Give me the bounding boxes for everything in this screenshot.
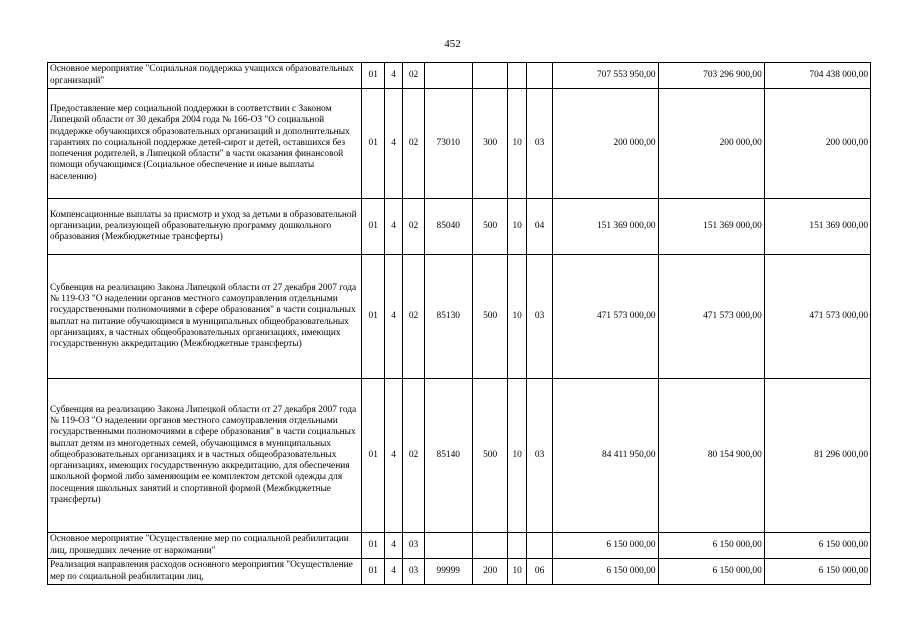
code-main-activity: 02: [403, 63, 424, 89]
code-main-activity: 02: [403, 255, 424, 379]
amount-year-1: 471 573 000,00: [553, 255, 658, 379]
code-subsection: 03: [526, 255, 553, 379]
code-subprogram: 4: [384, 63, 402, 89]
code-main-activity: 03: [403, 533, 424, 559]
code-subprogram: 4: [384, 559, 402, 585]
code-expense-type: 500: [472, 255, 508, 379]
amount-year-1: 6 150 000,00: [553, 559, 658, 585]
code-section: [508, 533, 526, 559]
code-program: 01: [362, 379, 384, 533]
code-expense-type: 300: [472, 89, 508, 199]
code-expense-direction: 85140: [424, 379, 472, 533]
code-main-activity: 03: [403, 559, 424, 585]
code-expense-direction: [424, 63, 472, 89]
row-description: Основное мероприятие "Осуществление мер по социальной реабилитации лиц, прошедших лечение от наркомании": [48, 533, 362, 559]
code-expense-direction: [424, 533, 472, 559]
code-section: 10: [508, 559, 526, 585]
code-expense-type: 500: [472, 379, 508, 533]
code-program: 01: [362, 533, 384, 559]
budget-table: [47, 62, 871, 585]
code-subprogram: 4: [384, 199, 402, 255]
amount-year-2: 200 000,00: [658, 89, 764, 199]
amount-year-2: 6 150 000,00: [658, 559, 764, 585]
code-subsection: 04: [526, 199, 553, 255]
code-section: 10: [508, 89, 526, 199]
row-description: Реализация направления расходов основного мероприятия "Осуществление мер по социальной реабилитации лиц,: [48, 559, 362, 585]
amount-year-2: 151 369 000,00: [658, 199, 764, 255]
amount-year-2: 703 296 900,00: [658, 63, 764, 89]
row-description: Субвенция на реализацию Закона Липецкой области от 27 декабря 2007 года № 119-ОЗ "О наделении органов местного самоуправления отдельными государственными полномочиями в сфере образования" в части социальных выплат на питание обучающимся в муниципальных общеобразовательных организациях, в частных общеобразовательных организациях, имеющих государственную аккредитацию (Межбюджетные трансферты): [48, 255, 362, 379]
table-row: [48, 199, 871, 255]
amount-year-3: 200 000,00: [764, 89, 870, 199]
page-number: 452: [444, 38, 461, 50]
budget-table-body: [48, 63, 871, 585]
code-program: 01: [362, 89, 384, 199]
table-row: [48, 379, 871, 533]
code-program: 01: [362, 255, 384, 379]
code-program: 01: [362, 199, 384, 255]
code-subsection: [526, 533, 553, 559]
code-subsection: [526, 63, 553, 89]
code-expense-type: [472, 63, 508, 89]
code-section: 10: [508, 255, 526, 379]
row-description: Основное мероприятие "Социальная поддержка учащихся образовательных организаций": [48, 63, 362, 89]
row-description: Предоставление мер социальной поддержки в соответствии с Законом Липецкой области от 30 декабря 2004 года № 166-ОЗ "О социальной поддержке обучающихся образовательных организаций и дополнительных гарантиях по социальной поддержке детей-сирот и детей, оставшихся без попечения родителей, в Липецкой области" в части оказания финансовой помощи обучающимся (Социальное обеспечение и иные выплаты населению): [48, 89, 362, 199]
code-subsection: 06: [526, 559, 553, 585]
code-program: 01: [362, 63, 384, 89]
code-expense-direction: 85130: [424, 255, 472, 379]
amount-year-3: 6 150 000,00: [764, 559, 870, 585]
amount-year-1: 151 369 000,00: [553, 199, 658, 255]
code-subprogram: 4: [384, 533, 402, 559]
code-section: 10: [508, 379, 526, 533]
amount-year-3: 471 573 000,00: [764, 255, 870, 379]
code-subprogram: 4: [384, 255, 402, 379]
amount-year-3: 704 438 000,00: [764, 63, 870, 89]
row-description: Субвенция на реализацию Закона Липецкой области от 27 декабря 2007 года № 119-ОЗ "О наделении органов местного самоуправления отдельными государственными полномочиями в сфере образования" в части социальных выплат детям из многодетных семей, обучающимся в муниципальных общеобразовательных организациях и в частных общеобразовательных организациях, имеющих государственную аккредитацию, для обеспечения школьной формой либо заменяющим ее комплектом детской одежды для посещения школьных занятий и спортивной формой (Межбюджетные трансферты): [48, 379, 362, 533]
amount-year-3: 6 150 000,00: [764, 533, 870, 559]
table-row: [48, 533, 871, 559]
table-row: [48, 89, 871, 199]
code-main-activity: 02: [403, 89, 424, 199]
code-expense-direction: 99999: [424, 559, 472, 585]
code-main-activity: 02: [403, 199, 424, 255]
amount-year-1: 84 411 950,00: [553, 379, 658, 533]
code-expense-direction: 73010: [424, 89, 472, 199]
amount-year-2: 6 150 000,00: [658, 533, 764, 559]
code-program: 01: [362, 559, 384, 585]
code-expense-type: [472, 533, 508, 559]
code-subprogram: 4: [384, 379, 402, 533]
code-subsection: 03: [526, 379, 553, 533]
amount-year-1: 200 000,00: [553, 89, 658, 199]
code-main-activity: 02: [403, 379, 424, 533]
amount-year-2: 80 154 900,00: [658, 379, 764, 533]
amount-year-3: 81 296 000,00: [764, 379, 870, 533]
table-row: [48, 63, 871, 89]
row-description: Компенсационные выплаты за присмотр и уход за детьми в образовательной организации, реализующей образовательную программу дошкольного образования (Межбюджетные трансферты): [48, 199, 362, 255]
code-section: [508, 63, 526, 89]
code-expense-type: 500: [472, 199, 508, 255]
code-subsection: 03: [526, 89, 553, 199]
amount-year-1: 6 150 000,00: [553, 533, 658, 559]
amount-year-1: 707 553 950,00: [553, 63, 658, 89]
code-section: 10: [508, 199, 526, 255]
amount-year-2: 471 573 000,00: [658, 255, 764, 379]
amount-year-3: 151 369 000,00: [764, 199, 870, 255]
table-row: [48, 255, 871, 379]
code-subprogram: 4: [384, 89, 402, 199]
code-expense-type: 200: [472, 559, 508, 585]
table-row: [48, 559, 871, 585]
code-expense-direction: 85040: [424, 199, 472, 255]
